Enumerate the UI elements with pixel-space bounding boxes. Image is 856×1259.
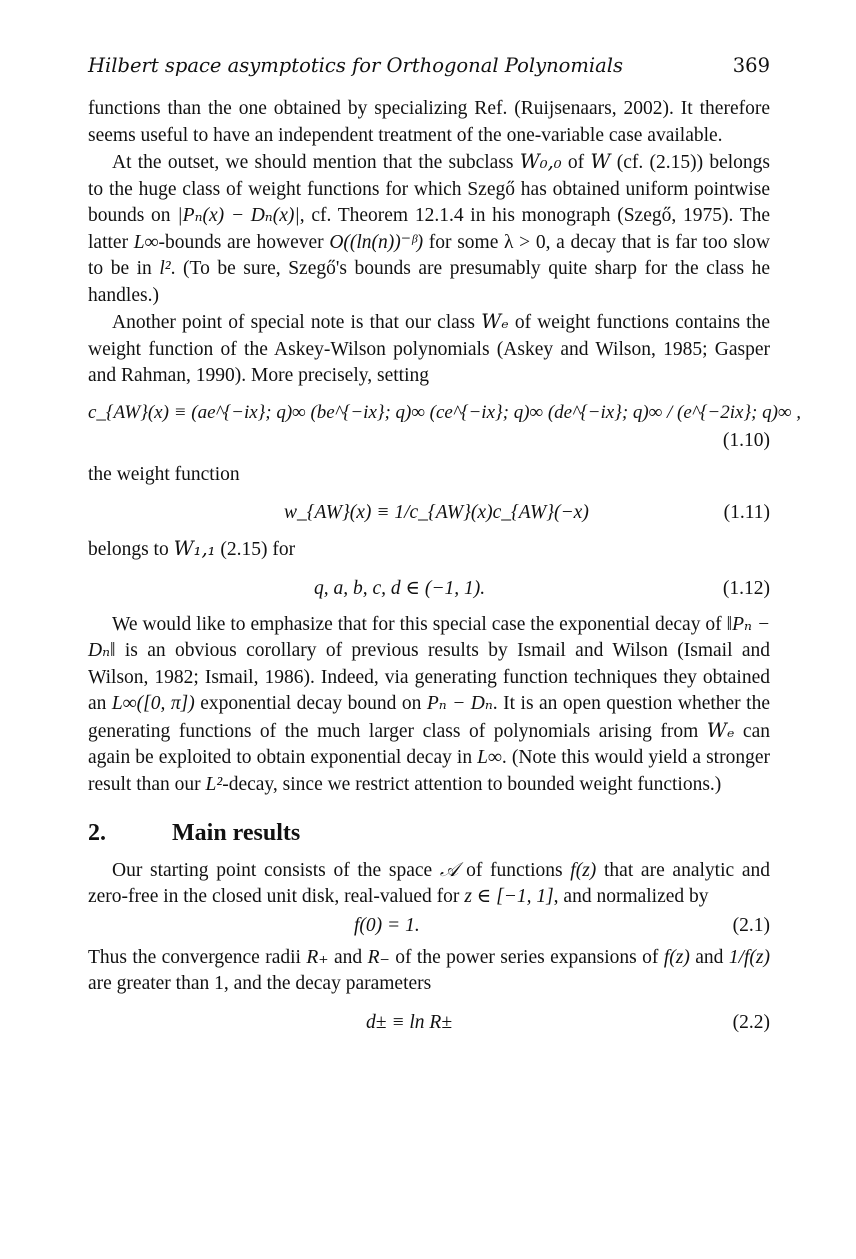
equation-number: (1.11)	[723, 502, 770, 523]
paragraph-3: Another point of special note is that our class Wₑ of weight functions contains the weight function of the Askey-Wilson polynomials (Askey and Wilson, 1985; Gasper and Rahman, 1990). More precisely, setting	[88, 310, 770, 386]
equation-body: q, a, b, c, d ∈ (−1, 1).	[314, 577, 486, 599]
equation-1-12	[88, 564, 770, 612]
inline-math: |Pₙ(x) − Dₙ(x)|	[177, 205, 300, 226]
inline-math: 1/f(z)	[728, 946, 771, 968]
section-number: 2.	[88, 820, 106, 846]
paragraph-8: Thus the convergence radii R₊ and R₋ of the power series expansions of f(z) and 1/f(z) are greater than 1, and the decay parameters	[88, 946, 771, 994]
inline-math: f(z)	[570, 859, 597, 881]
inline-math: 𝒜	[439, 857, 459, 881]
equation-body: c_{AW}(x) ≡ (ae^{−ix}; q)∞ (be^{−ix}; q)∞ (ce^{−ix}; q)∞ (de^{−ix}; q)∞ / (e^{−2ix}; q)∞ ,	[88, 401, 802, 423]
paragraph-1: functions than the one obtained by specializing Ref. (Ruijsenaars, 2002). It therefore seems useful to have an independent treatment of the one-variable case available.	[88, 98, 770, 146]
inline-math: Wₑ	[481, 310, 509, 333]
inline-math: W₁,₁	[173, 537, 216, 560]
equation-number: (1.10)	[722, 429, 770, 451]
inline-math: L²	[205, 773, 223, 795]
equation-number: (2.1)	[732, 914, 770, 936]
paragraph-4: the weight function	[88, 463, 240, 485]
inline-math: O((ln(n))⁻ᵝ)	[329, 231, 424, 253]
inline-math: f(z)	[663, 946, 690, 968]
inline-math: L∞	[133, 231, 159, 253]
inline-math: R₋	[367, 946, 390, 968]
equation-number: (2.2)	[732, 1011, 770, 1033]
inline-math: R₊	[306, 946, 329, 968]
inline-math: ‖Pₙ − Dₙ‖	[88, 613, 771, 661]
page-number: 369	[732, 54, 770, 77]
equation-body: f(0) = 1.	[354, 914, 420, 936]
equation-1-10	[88, 390, 802, 462]
paragraph-7: Our starting point consists of the space 𝒜 of functions f(z) that are analytic and zero-free in the closed unit disk, real-valued for z ∈ [−1, 1], and normalized by	[88, 857, 771, 907]
equation-2-2	[88, 998, 770, 1046]
paragraph-6: We would like to emphasize that for this special case the exponential decay of ‖Pₙ − Dₙ‖ is an obvious corollary of previous results by Ismail and Wilson (Ismail and Wilson, 1982; Ismail, 1986). Indeed, via generating function techniques they obtained an L∞([0, π]) exponential decay bound on Pₙ − Dₙ. It is an open question whether the generating functions of the much larger class of polynomials arising from Wₑ can again be exploited to obtain exponential decay in L∞. (Note this would yield a stronger result than our L²-decay, since we restrict attention to bounded weight functions.)	[88, 613, 771, 795]
inline-math: L∞([0, π])	[111, 693, 195, 714]
inline-math: L∞	[477, 747, 502, 768]
inline-math: Wₑ	[706, 718, 735, 742]
paragraph-2: At the outset, we should mention that the subclass W₀,₀ of W (cf. (2.15)) belongs to the huge class of weight functions for which Szegő has obtained uniform pointwise bounds on |Pₙ(x) − Dₙ(x)|, cf. Theorem 12.1.4 in his monograph (Szegő, 1975). The latter L∞-bounds are however O((ln(n))⁻ᵝ) for some λ > 0, a decay that is far too slow to be in l². (To be sure, Szegő's bounds are presumably quite sharp for the class he handles.)	[88, 150, 771, 306]
running-title: Hilbert space asymptotics for Orthogonal Polynomials	[88, 54, 624, 77]
equation-body: w_{AW}(x) ≡ 1/c_{AW}(x)c_{AW}(−x)	[284, 502, 589, 523]
equation-2-1	[88, 911, 770, 945]
section-heading	[88, 820, 770, 847]
running-header	[88, 54, 770, 82]
equation-body: d± ≡ ln R±	[366, 1011, 453, 1033]
inline-math: W₀,₀	[519, 150, 562, 173]
inline-math: z ∈ [−1, 1]	[464, 886, 554, 907]
section-title: Main results	[172, 820, 301, 846]
inline-math: Pₙ − Dₙ	[426, 693, 493, 714]
text-body	[88, 96, 802, 1046]
inline-math: W	[590, 150, 611, 173]
equation-number: (1.12)	[722, 577, 770, 599]
paragraph-5: belongs to W₁,₁ (2.15) for	[88, 537, 296, 560]
equation-1-11	[88, 488, 770, 536]
inline-math: l²	[159, 258, 171, 279]
